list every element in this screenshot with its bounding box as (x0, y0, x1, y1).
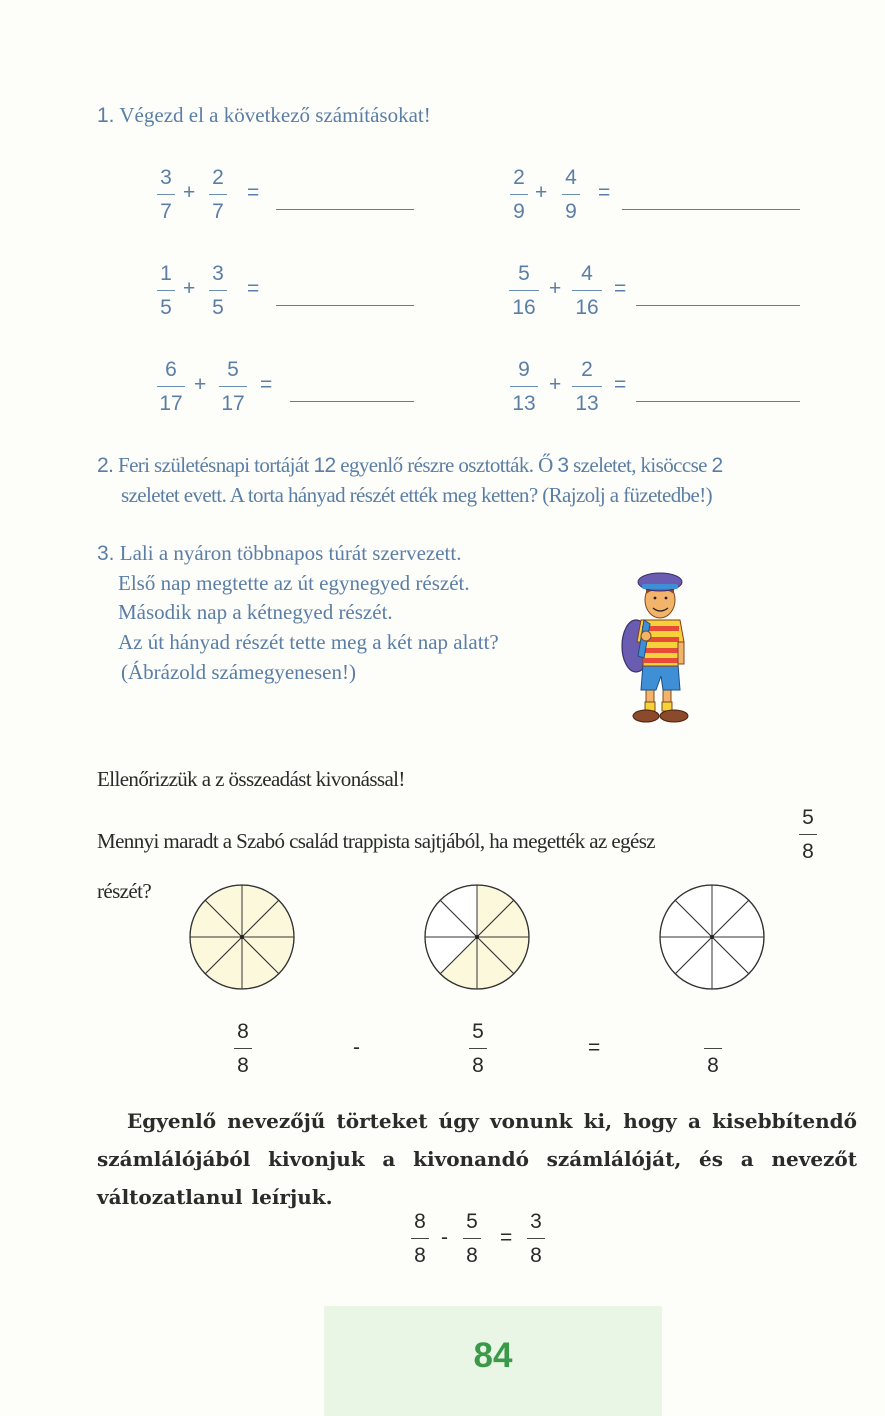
task3-number: 3. (97, 542, 115, 565)
task2-text: szeletet, kisöccse (568, 453, 712, 477)
denominator: 13 (512, 392, 536, 415)
denominator: 8 (530, 1244, 542, 1267)
plus-sign: + (549, 277, 562, 300)
task1-title-text: Végezd el a következő számításokat! (119, 103, 431, 127)
fraction (157, 262, 175, 320)
numerator: 9 (518, 358, 530, 381)
task2-line2: szeletet evett. A torta hányad részét ették meg ketten? (Rajzolj a füzetedbe!) (121, 483, 713, 507)
task3-text: Lali a nyáron többnapos túrát szervezett. (119, 541, 462, 565)
denominator: 17 (221, 392, 245, 415)
pie-center-dot (240, 935, 244, 939)
numerator: 4 (581, 262, 593, 285)
equals-sign: = (614, 277, 627, 300)
rule-box (97, 1102, 857, 1216)
pie-center-dot (710, 935, 714, 939)
denominator: 7 (212, 200, 224, 223)
equals-sign: = (614, 373, 627, 396)
answer-blank[interactable] (622, 209, 800, 210)
denominator: 13 (575, 392, 599, 415)
page-number-box (324, 1306, 662, 1416)
denominator: 8 (707, 1054, 719, 1077)
rule-text: Egyenlő nevezőjű törteket úgy vonunk ki, hogy a kisebbítendő számlálójából kivonjuk a kivonandó számlálóját, és a nevezőt változatlanul leírjuk. (97, 1109, 857, 1209)
check-question: Mennyi maradt a Szabó család trappista sajtjából, ha megették az egész (97, 829, 656, 853)
equals-sign: = (598, 181, 611, 204)
denominator: 9 (513, 200, 525, 223)
numerator: 5 (472, 1020, 484, 1043)
denominator: 17 (159, 392, 183, 415)
task2-value: 12 (313, 454, 336, 477)
numerator: 8 (237, 1020, 249, 1043)
task2-text: Feri születésnapi tortáját (117, 453, 314, 477)
numerator: 5 (227, 358, 239, 381)
boy-hiker-illustration (616, 558, 706, 736)
task3-line2: Első nap megtette az út egynegyed részét. (118, 571, 470, 595)
denominator: 5 (212, 296, 224, 319)
numerator: 5 (802, 806, 814, 829)
fraction (509, 262, 539, 320)
fraction (469, 1020, 487, 1078)
fraction (572, 358, 602, 416)
denominator: 9 (565, 200, 577, 223)
fraction (510, 358, 538, 416)
equals-sign: = (588, 1036, 601, 1059)
denominator: 8 (802, 840, 814, 863)
answer-fraction[interactable] (704, 1020, 722, 1078)
plus-sign: + (535, 181, 548, 204)
fraction (562, 166, 580, 224)
fraction (463, 1210, 481, 1268)
plus-sign: + (183, 181, 196, 204)
check-heading: Ellenőrizzük a z összeadást kivonással! (97, 767, 405, 791)
denominator: 8 (466, 1244, 478, 1267)
fraction (209, 262, 227, 320)
pie-chart-empty (657, 882, 767, 992)
answer-blank[interactable] (276, 209, 414, 210)
numerator: 2 (581, 358, 593, 381)
fraction (510, 166, 528, 224)
answer-blank[interactable] (636, 305, 800, 306)
fraction (527, 1210, 545, 1268)
answer-blank[interactable] (276, 305, 414, 306)
equals-sign: = (500, 1226, 513, 1249)
denominator: 7 (160, 200, 172, 223)
task1-title (97, 101, 431, 130)
task3-line4: Az út hányad részét tette meg a két nap alatt? (118, 630, 499, 654)
numerator: 8 (414, 1210, 426, 1233)
numerator: 4 (565, 166, 577, 189)
pie-chart-whole (187, 882, 297, 992)
numerator: 6 (165, 358, 177, 381)
fraction (411, 1210, 429, 1268)
minus-sign: - (353, 1036, 360, 1059)
denominator: 8 (472, 1054, 484, 1077)
fraction (157, 358, 185, 416)
answer-blank[interactable] (636, 401, 800, 402)
minus-sign: - (441, 1226, 448, 1249)
numerator: 3 (160, 166, 172, 189)
fraction (234, 1020, 252, 1078)
numerator: 3 (530, 1210, 542, 1233)
equals-sign: = (260, 373, 273, 396)
denominator: 8 (414, 1244, 426, 1267)
task3-line3: Második nap a kétnegyed részét. (118, 600, 393, 624)
task2-number: 2. (97, 454, 114, 477)
pie-chart-five-eighths (422, 882, 532, 992)
denominator: 8 (237, 1054, 249, 1077)
numerator: 5 (518, 262, 530, 285)
task1-number: 1. (97, 104, 115, 127)
plus-sign: + (549, 373, 562, 396)
task2-text: egyenlő részre osztották. Ő (335, 453, 558, 477)
check-question-end: részét? (97, 879, 152, 903)
fraction (209, 166, 227, 224)
plus-sign: + (194, 373, 207, 396)
equals-sign: = (247, 181, 260, 204)
fraction (219, 358, 247, 416)
task2-line1 (97, 451, 723, 480)
task3-line5: (Ábrázold számegyenesen!) (121, 660, 356, 684)
denominator: 16 (512, 296, 536, 319)
denominator: 16 (575, 296, 599, 319)
denominator: 5 (160, 296, 172, 319)
numerator: 1 (160, 262, 172, 285)
fraction (572, 262, 602, 320)
numerator: 3 (212, 262, 224, 285)
task2-value: 3 (557, 454, 569, 477)
question-fraction (799, 806, 817, 864)
task3-line1 (97, 539, 461, 568)
equals-sign: = (247, 277, 260, 300)
numerator: 5 (466, 1210, 478, 1233)
page-number: 84 (473, 1336, 513, 1375)
fraction (157, 166, 175, 224)
plus-sign: + (183, 277, 196, 300)
numerator: 2 (212, 166, 224, 189)
numerator: 2 (513, 166, 525, 189)
task2-value: 2 (711, 454, 723, 477)
pie-center-dot (475, 935, 479, 939)
answer-blank[interactable] (290, 401, 414, 402)
